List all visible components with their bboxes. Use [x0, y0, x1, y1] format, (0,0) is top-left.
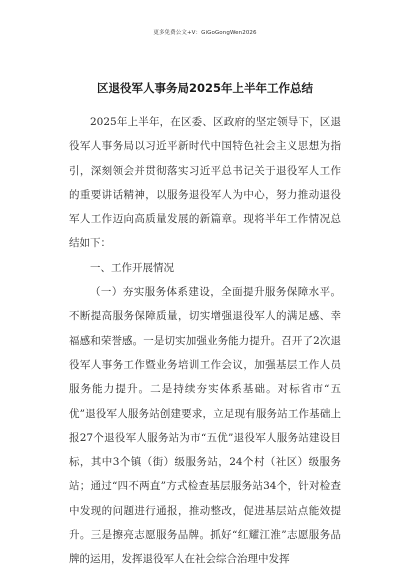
body-paragraph-intro: 2025年上半年，在区委、区政府的坚定领导下，区退役军人事务局以习近平新时代中国特色社会主义思想为指引，深刻领会并贯彻落实习近平总书记关于退役军人工作的重要讲话精神，以服务退役军人为中心，努力推动退役军人工作迈向高质量发展的新篇章。现将半年工作情况总结如下： — [69, 116, 341, 250]
document-title: 区退役军人事务局2025年上半年工作总结 — [96, 81, 313, 95]
header-note: 更多免费公文+V：GiGoGongWen2026 — [153, 30, 257, 36]
body-paragraph-section-1: （一）夯实服务体系建设，全面提升服务保障水平。不断提高服务保障质量，切实增强退役军人的满足感、幸福感和荣誉感。一是切实加强业务能力提升。召开了2次退役军人事务工作暨业务培训工作会议，加强基层工作人员服务能力提升。二是持续夯实体系基础。对标省市“五优”退役军人服务站创建要求，立足现有服务站工作基础上报27个退役军人服务站为市“五优”退役军人服务站建设目标，其中3个镇（街）级服务站，24个村（社区）级服务站；通过“四不两直”方式检查基层服务站34个，针对检查中发现的问题进行通报，推动整改，促进基层站点能效提升。三是擦亮志愿服务品牌。抓好“红耀江淮”志愿服务品牌的运用，发挥退役军人在社会综合治理中发挥 — [69, 286, 341, 566]
section-heading: 一、工作开展情况 — [90, 261, 174, 274]
document-body — [69, 110, 341, 572]
